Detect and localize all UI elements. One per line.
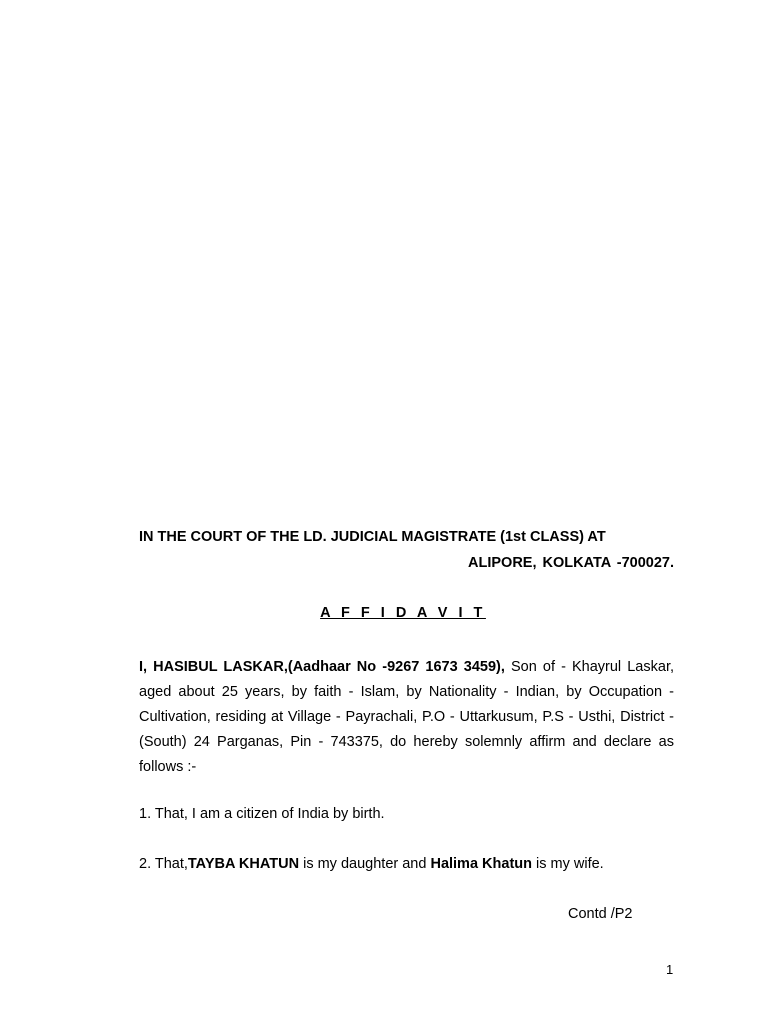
affidavit-title: A F F I D A V I T: [320, 605, 486, 621]
daughter-name: TAYBA KHATUN: [187, 856, 300, 872]
page-number: 1: [666, 962, 674, 977]
wife-name: Halima Khatun: [430, 856, 532, 872]
deponent-details: Son of - Khayrul Laskar, aged about 25 years, by faith - Islam, by Nationality - Indian, by Occupation - Cultivation, residing at Village - Payrachali, P.O - Uttarkusum, P.S - Usthi, District - (South) 24 Parganas, Pin - 743375, do hereby solemnly affirm and declare as follows :-: [139, 659, 674, 775]
court-heading-line2: ALIPORE, KOLKATA -700027.: [468, 555, 674, 571]
point-2-middle: is my daughter and: [299, 856, 431, 872]
point-2-prefix: 2. That,: [139, 856, 188, 872]
declaration-point-2: [139, 856, 604, 872]
declaration-point-1: 1. That, I am a citizen of India by birth.: [139, 806, 385, 822]
court-heading-line1: IN THE COURT OF THE LD. JUDICIAL MAGISTRATE (1st CLASS) AT: [139, 529, 606, 545]
deponent-identity: I, HASIBUL LASKAR,(Aadhaar No -9267 1673 3459),: [139, 659, 505, 675]
point-2-suffix: is my wife.: [531, 856, 604, 872]
continuation-note: Contd /P2: [568, 906, 633, 922]
deponent-intro-paragraph: [139, 655, 674, 780]
